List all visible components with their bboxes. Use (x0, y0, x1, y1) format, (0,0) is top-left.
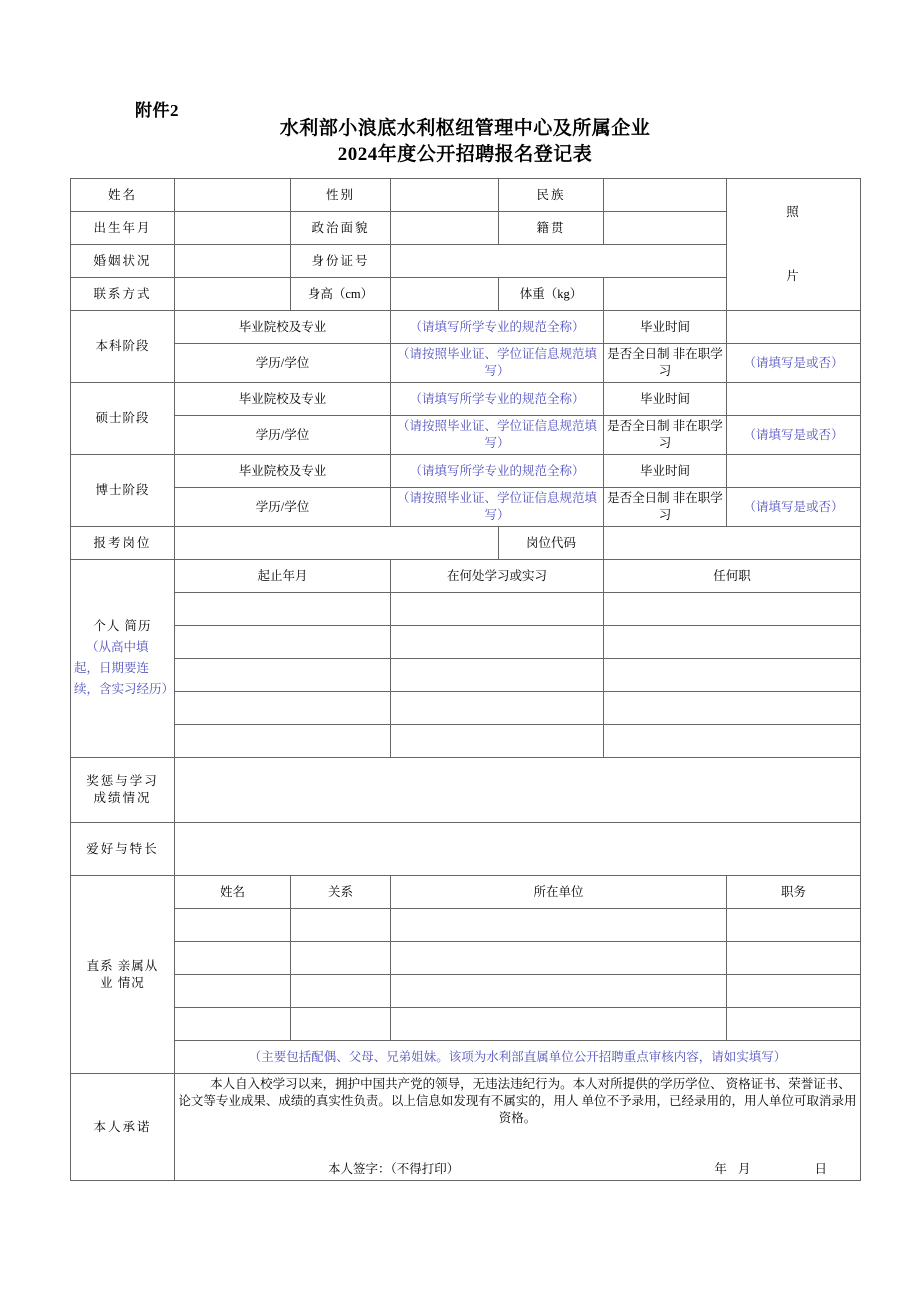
field-resume-role[interactable] (604, 593, 861, 626)
hint-master-major[interactable]: （请填写所学专业的规范全称） (391, 383, 604, 416)
label-contact: 联系方式 (71, 278, 175, 311)
field-resume-period[interactable] (175, 659, 391, 692)
hint-doctor-major[interactable]: （请填写所学专业的规范全称） (391, 455, 604, 488)
field-resume-period[interactable] (175, 626, 391, 659)
label-stage-doctor: 博士阶段 (71, 455, 175, 527)
promise-text: 本人自入校学习以来，拥护中国共产党的领导，无违法违纪行为。本人对所提供的学历学位、 资格证书、荣誉证书、论文等专业成果、成绩的真实性负责。以上信息如发现有不属实的，用人 单位不予录用，已经录用的，用人单位可取消录用资格。 (178, 1077, 857, 1125)
field-bachelor-graduation-time[interactable] (727, 311, 861, 344)
field-family-workplace[interactable] (391, 1008, 727, 1041)
title-line-2: 2024年度公开招聘报名登记表 (337, 144, 593, 165)
field-family-name[interactable] (175, 975, 291, 1008)
field-family-relation[interactable] (291, 975, 391, 1008)
field-family-relation[interactable] (291, 909, 391, 942)
hint-bachelor-major[interactable]: （请填写所学专业的规范全称） (391, 311, 604, 344)
label-position-code: 岗位代码 (499, 527, 604, 560)
label-master-school-major: 毕业院校及专业 (175, 383, 391, 416)
table-row-doctor-degree (71, 488, 861, 527)
label-doctor-degree: 学历/学位 (175, 488, 391, 527)
field-resume-period[interactable] (175, 725, 391, 758)
field-family-name[interactable] (175, 1008, 291, 1041)
field-family-title[interactable] (727, 942, 861, 975)
photo-label-line-2: 片 (786, 268, 801, 283)
field-height[interactable] (391, 278, 499, 311)
label-personal-resume (71, 560, 175, 758)
field-gender[interactable] (391, 179, 499, 212)
label-hobbies: 爱好与特长 (71, 823, 175, 876)
field-family-workplace[interactable] (391, 909, 727, 942)
field-family-workplace[interactable] (391, 942, 727, 975)
label-gender: 性别 (291, 179, 391, 212)
field-birth-date[interactable] (175, 212, 291, 245)
field-family-relation[interactable] (291, 1008, 391, 1041)
field-native-place[interactable] (604, 212, 727, 245)
column-header-place: 在何处学习或实习 (391, 560, 604, 593)
table-row-bachelor-school (71, 311, 861, 344)
table-row-family-entry (71, 942, 861, 975)
hint-master-degree[interactable]: （请按照毕业证、学位证信息规范填写） (391, 416, 604, 455)
label-birth-date: 出生年月 (71, 212, 175, 245)
label-political-status: 政治面貌 (291, 212, 391, 245)
label-master-degree: 学历/学位 (175, 416, 391, 455)
table-row-family-header (71, 876, 861, 909)
family-label-line-2: 业 情况 (100, 975, 145, 990)
field-resume-role[interactable] (604, 692, 861, 725)
label-name: 姓名 (71, 179, 175, 212)
field-family-workplace[interactable] (391, 975, 727, 1008)
field-ethnicity[interactable] (604, 179, 727, 212)
table-row-promise (71, 1074, 861, 1181)
field-awards-and-grades[interactable] (175, 758, 861, 823)
field-resume-place[interactable] (391, 593, 604, 626)
table-row-family-entry (71, 909, 861, 942)
resume-label-main: 个人 简历 (93, 618, 152, 633)
column-header-family-relation: 关系 (291, 876, 391, 909)
label-doctor-school-major: 毕业院校及专业 (175, 455, 391, 488)
label-height: 身高（cm） (291, 278, 391, 311)
field-master-graduation-time[interactable] (727, 383, 861, 416)
label-ethnicity: 民族 (499, 179, 604, 212)
column-header-role: 任何职 (604, 560, 861, 593)
field-hobbies[interactable] (175, 823, 861, 876)
field-resume-role[interactable] (604, 725, 861, 758)
label-bachelor-fulltime: 是否全日制 非在职学习 (604, 344, 727, 383)
awards-label-line-1: 奖惩与学习 (86, 774, 159, 788)
field-marital-status[interactable] (175, 245, 291, 278)
hint-master-fulltime[interactable]: （请填写是或否） (727, 416, 861, 455)
field-resume-period[interactable] (175, 692, 391, 725)
table-row-resume-header (71, 560, 861, 593)
table-row-master-school (71, 383, 861, 416)
label-master-graduation-time: 毕业时间 (604, 383, 727, 416)
field-family-title[interactable] (727, 1008, 861, 1041)
field-family-title[interactable] (727, 975, 861, 1008)
table-row-awards (71, 758, 861, 823)
label-awards-and-grades (71, 758, 175, 823)
field-resume-place[interactable] (391, 692, 604, 725)
hint-doctor-fulltime[interactable]: （请填写是或否） (727, 488, 861, 527)
table-row-resume-entry (71, 692, 861, 725)
note-family-employment: （主要包括配偶、父母、兄弟姐妹。该项为水利部直属单位公开招聘重点审核内容，请如实填写） (175, 1041, 861, 1074)
table-row-hobbies (71, 823, 861, 876)
column-header-family-name: 姓名 (175, 876, 291, 909)
label-family-employment (71, 876, 175, 1074)
label-master-fulltime: 是否全日制 非在职学习 (604, 416, 727, 455)
photo-label-line-1: 照 (786, 205, 801, 220)
table-row-resume-entry (71, 626, 861, 659)
field-contact[interactable] (175, 278, 291, 311)
table-row-master-degree (71, 416, 861, 455)
column-header-family-title: 职务 (727, 876, 861, 909)
field-family-relation[interactable] (291, 942, 391, 975)
field-applied-position[interactable] (175, 527, 499, 560)
label-stage-master: 硕士阶段 (71, 383, 175, 455)
label-doctor-fulltime: 是否全日制 非在职学习 (604, 488, 727, 527)
label-stage-bachelor: 本科阶段 (71, 311, 175, 383)
table-row-family-entry (71, 1008, 861, 1041)
label-personal-promise: 本人承诺 (71, 1074, 175, 1181)
table-row-resume-entry (71, 725, 861, 758)
attachment-label: 附件2 (135, 101, 179, 120)
label-bachelor-school-major: 毕业院校及专业 (175, 311, 391, 344)
field-resume-place[interactable] (391, 659, 604, 692)
hint-doctor-degree[interactable]: （请按照毕业证、学位证信息规范填写） (391, 488, 604, 527)
photo-placeholder[interactable] (727, 179, 861, 311)
label-weight: 体重（kg） (499, 278, 604, 311)
label-bachelor-degree: 学历/学位 (175, 344, 391, 383)
label-bachelor-graduation-time: 毕业时间 (604, 311, 727, 344)
table-row-family-note (71, 1041, 861, 1074)
field-family-title[interactable] (727, 909, 861, 942)
signature-spacer (459, 1161, 714, 1178)
registration-form-table (70, 178, 861, 1181)
table-row-name (71, 179, 861, 212)
family-label-line-1: 直系 亲属从 (86, 958, 159, 973)
field-resume-role[interactable] (604, 659, 861, 692)
field-name[interactable] (175, 179, 291, 212)
date-year-month[interactable]: 年 月 (714, 1162, 755, 1176)
field-doctor-graduation-time[interactable] (727, 455, 861, 488)
table-row-family-entry (71, 975, 861, 1008)
field-position-code[interactable] (604, 527, 861, 560)
title-line-1: 水利部小浪底水利枢纽管理中心及所属企业 (279, 118, 651, 139)
table-row-doctor-school (71, 455, 861, 488)
hint-bachelor-fulltime[interactable]: （请填写是或否） (727, 344, 861, 383)
label-native-place: 籍贯 (499, 212, 604, 245)
field-resume-place[interactable] (391, 626, 604, 659)
resume-label-note: （从高中填起，日期要连续，含实习经历） (74, 639, 175, 696)
table-row-applied-position (71, 527, 861, 560)
form-title (70, 116, 860, 168)
hint-bachelor-degree[interactable]: （请按照毕业证、学位证信息规范填写） (391, 344, 604, 383)
table-row-bachelor-degree (71, 344, 861, 383)
field-resume-role[interactable] (604, 626, 861, 659)
label-applied-position: 报考岗位 (71, 527, 175, 560)
table-row-resume-entry (71, 659, 861, 692)
label-id-number: 身份证号 (291, 245, 391, 278)
field-family-name[interactable] (175, 909, 291, 942)
column-header-period: 起止年月 (175, 560, 391, 593)
field-family-name[interactable] (175, 942, 291, 975)
field-resume-place[interactable] (391, 725, 604, 758)
field-resume-period[interactable] (175, 593, 391, 626)
awards-label-line-2: 成绩情况 (93, 791, 152, 805)
field-id-number[interactable] (391, 245, 727, 278)
column-header-family-workplace: 所在单位 (391, 876, 727, 909)
table-row-resume-entry (71, 593, 861, 626)
signature-row (178, 1161, 857, 1178)
field-weight[interactable] (604, 278, 727, 311)
label-doctor-graduation-time: 毕业时间 (604, 455, 727, 488)
label-marital-status: 婚姻状况 (71, 245, 175, 278)
promise-content (175, 1074, 861, 1181)
date-day[interactable]: 日 (814, 1162, 827, 1176)
field-political-status[interactable] (391, 212, 499, 245)
signature-label[interactable]: 本人签字：（不得打印） (328, 1162, 460, 1176)
